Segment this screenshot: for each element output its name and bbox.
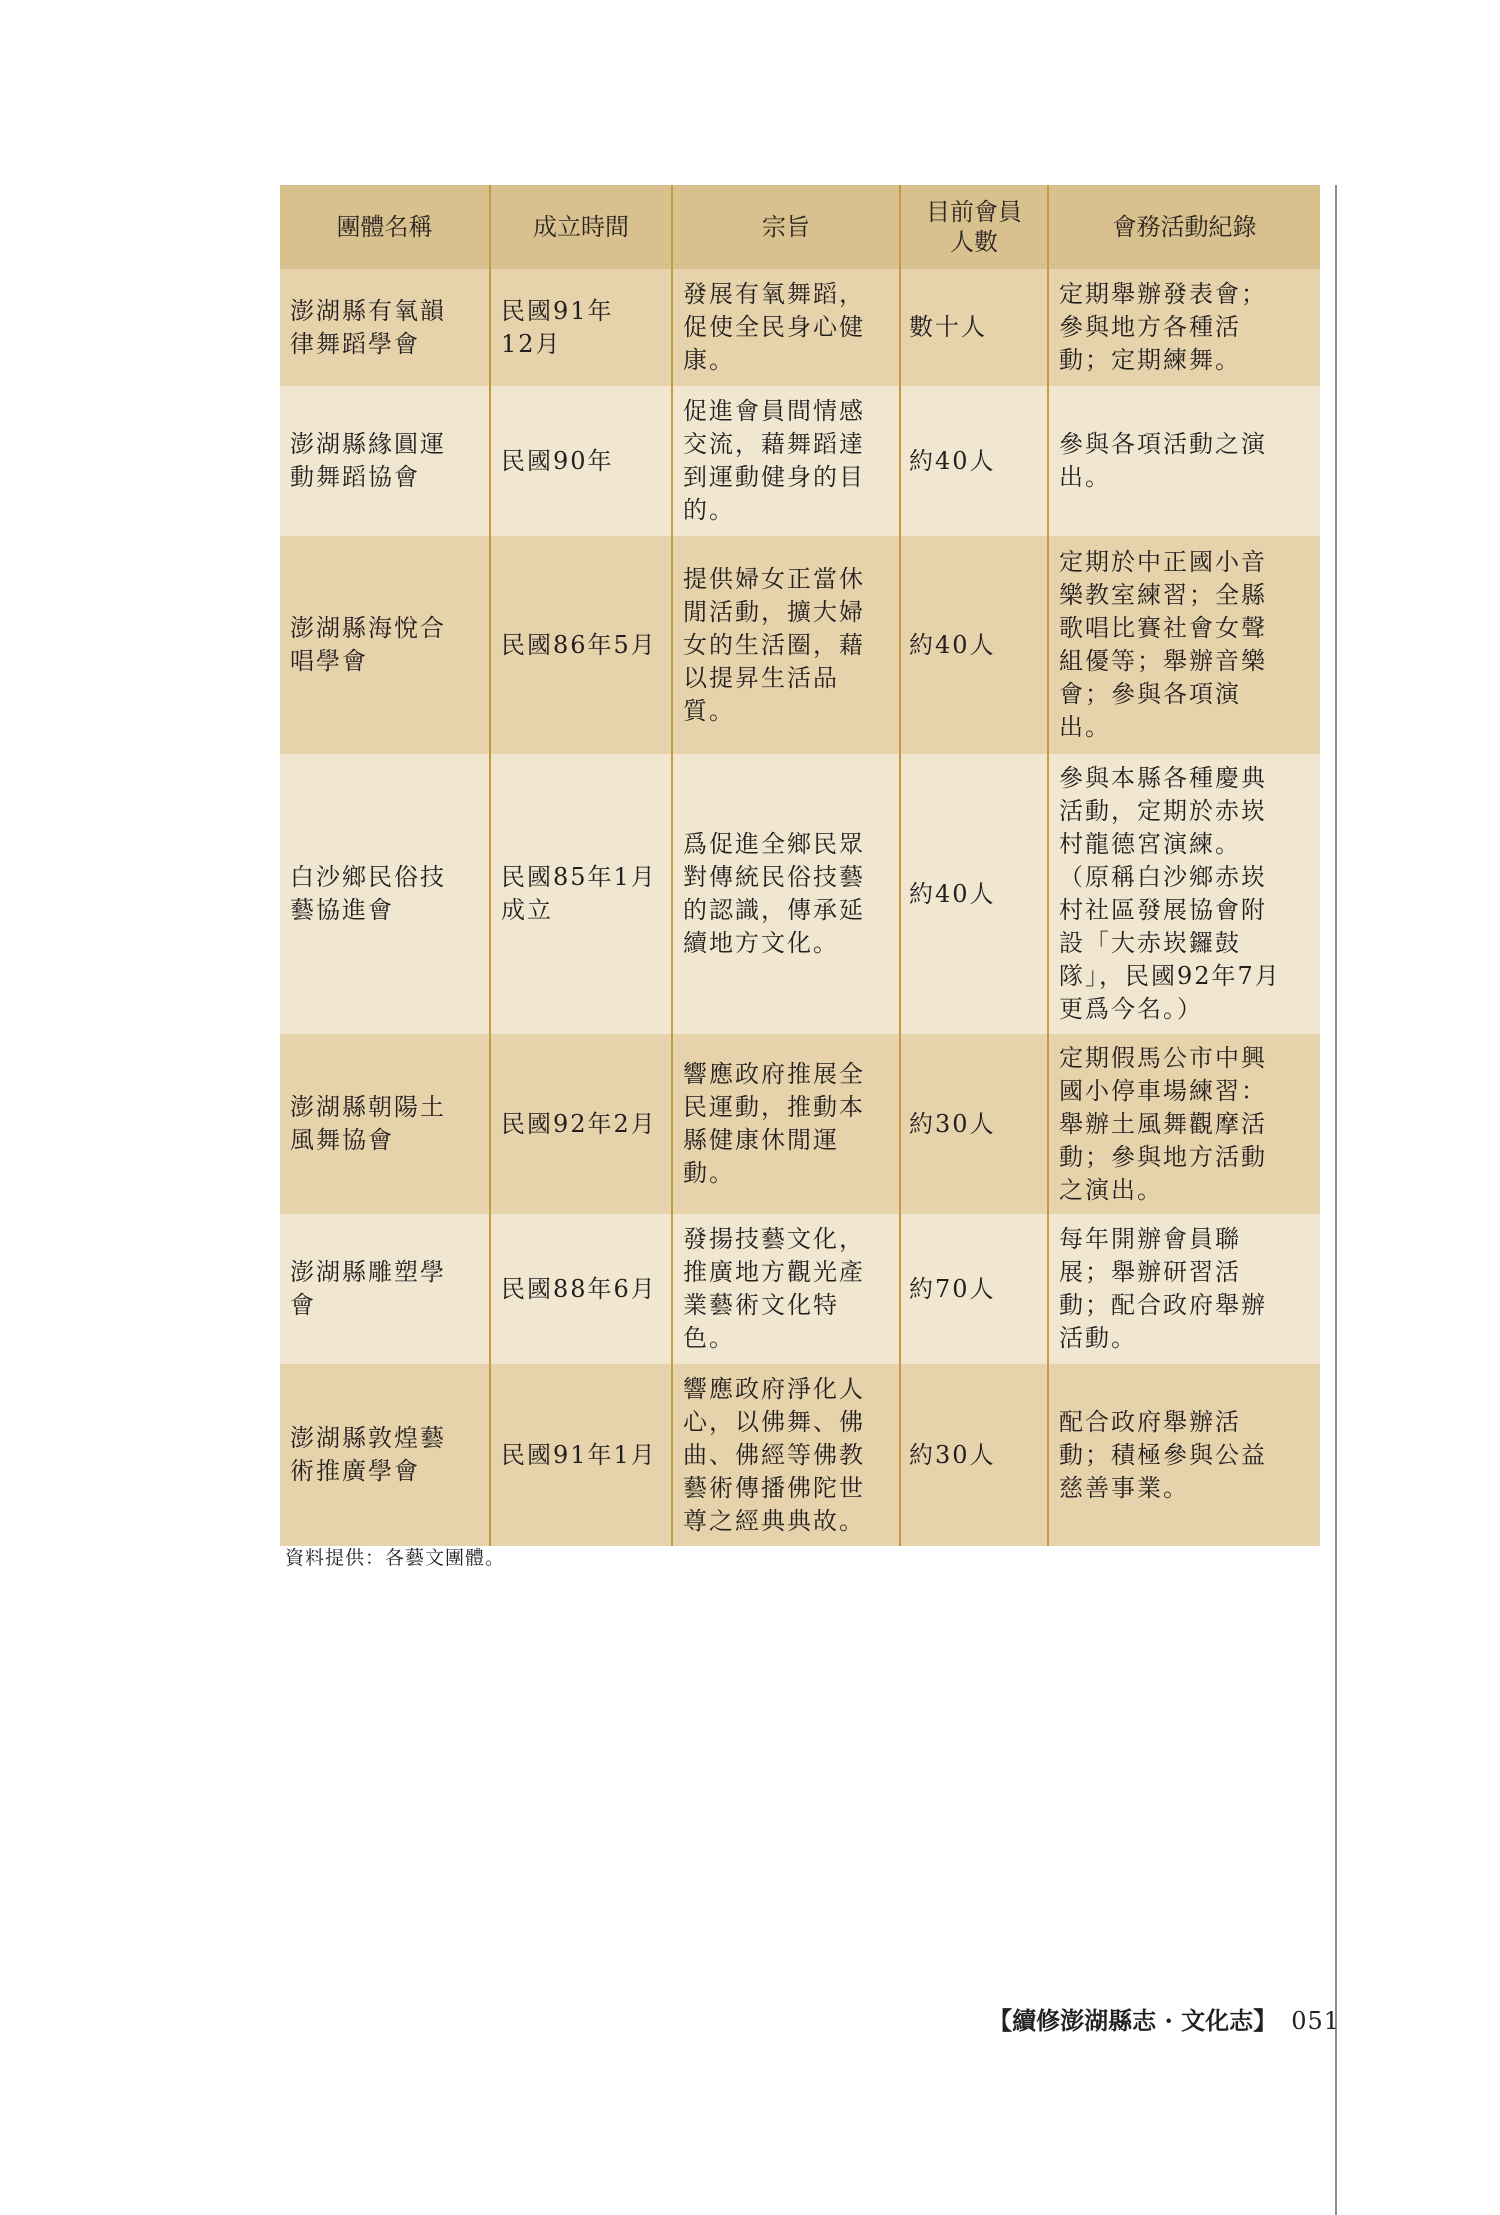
cell-founded: 民國90年 [490,386,672,536]
header-purpose: 宗旨 [672,185,900,269]
cell-group-name: 澎湖縣朝陽土 風舞協會 [280,1034,490,1214]
page-footer [988,2001,1340,2036]
page-number: 051 [1291,2007,1340,2035]
cell-activities: 配合政府舉辦活 動；積極參與公益 慈善事業。 [1048,1364,1320,1546]
cell-activities: 定期舉辦發表會； 參與地方各種活 動；定期練舞。 [1048,269,1320,386]
cell-group-name: 澎湖縣敦煌藝 術推廣學會 [280,1364,490,1546]
cell-group-name: 澎湖縣海悅合 唱學會 [280,536,490,754]
cell-group-name: 白沙鄉民俗技 藝協進會 [280,754,490,1034]
cell-founded: 民國91年1月 [490,1364,672,1546]
cell-members: 約30人 [900,1034,1048,1214]
table-row [280,1364,1320,1546]
header-activities: 會務活動紀錄 [1048,185,1320,269]
header-group-name: 團體名稱 [280,185,490,269]
cell-members: 約70人 [900,1214,1048,1364]
cell-purpose: 響應政府推展全 民運動，推動本 縣健康休閒運 動。 [672,1034,900,1214]
organizations-table [280,185,1320,1546]
cell-activities: 定期假馬公市中興 國小停車場練習： 舉辦土風舞觀摩活 動；參與地方活動 之演出。 [1048,1034,1320,1214]
table-row [280,269,1320,386]
cell-activities: 參與本縣各種慶典 活動，定期於赤崁 村龍德宮演練。 （原稱白沙鄉赤崁 村社區發展協會附 設「大赤崁鑼鼓 隊」，民國92年7月 更爲今名。） [1048,754,1320,1034]
table-row [280,536,1320,754]
right-margin-rule [1335,185,1337,2215]
cell-members: 數十人 [900,269,1048,386]
cell-founded: 民國86年5月 [490,536,672,754]
cell-members: 約40人 [900,386,1048,536]
header-founded: 成立時間 [490,185,672,269]
cell-purpose: 提供婦女正當休 閒活動，擴大婦 女的生活圈，藉 以提昇生活品 質。 [672,536,900,754]
source-note: 資料提供：各藝文團體。 [285,1547,506,1569]
cell-activities: 每年開辦會員聯 展；舉辦研習活 動；配合政府舉辦 活動。 [1048,1214,1320,1364]
table-row [280,1034,1320,1214]
cell-group-name: 澎湖縣有氧韻 律舞蹈學會 [280,269,490,386]
cell-purpose: 發展有氧舞蹈， 促使全民身心健 康。 [672,269,900,386]
table-row [280,1214,1320,1364]
cell-founded: 民國85年1月 成立 [490,754,672,1034]
cell-activities: 定期於中正國小音 樂教室練習；全縣 歌唱比賽社會女聲 組優等；舉辦音樂 會；參與各項演 出。 [1048,536,1320,754]
cell-group-name: 澎湖縣雕塑學 會 [280,1214,490,1364]
cell-purpose: 響應政府淨化人 心，以佛舞、佛 曲、佛經等佛教 藝術傳播佛陀世 尊之經典典故。 [672,1364,900,1546]
cell-founded: 民國92年2月 [490,1034,672,1214]
cell-founded: 民國91年 12月 [490,269,672,386]
cell-purpose: 爲促進全鄉民眾 對傳統民俗技藝 的認識，傳承延 續地方文化。 [672,754,900,1034]
book-title: 【續修澎湖縣志 · 文化志】 [988,2006,1278,2035]
table-row [280,754,1320,1034]
cell-members: 約30人 [900,1364,1048,1546]
cell-founded: 民國88年6月 [490,1214,672,1364]
cell-group-name: 澎湖縣緣圓運 動舞蹈協會 [280,386,490,536]
cell-members: 約40人 [900,536,1048,754]
cell-members: 約40人 [900,754,1048,1034]
cell-purpose: 發揚技藝文化， 推廣地方觀光產 業藝術文化特 色。 [672,1214,900,1364]
table-header-row [280,185,1320,269]
cell-purpose: 促進會員間情感 交流，藉舞蹈達 到運動健身的目 的。 [672,386,900,536]
header-members: 目前會員 人數 [900,185,1048,269]
table-row [280,386,1320,536]
cell-activities: 參與各項活動之演 出。 [1048,386,1320,536]
